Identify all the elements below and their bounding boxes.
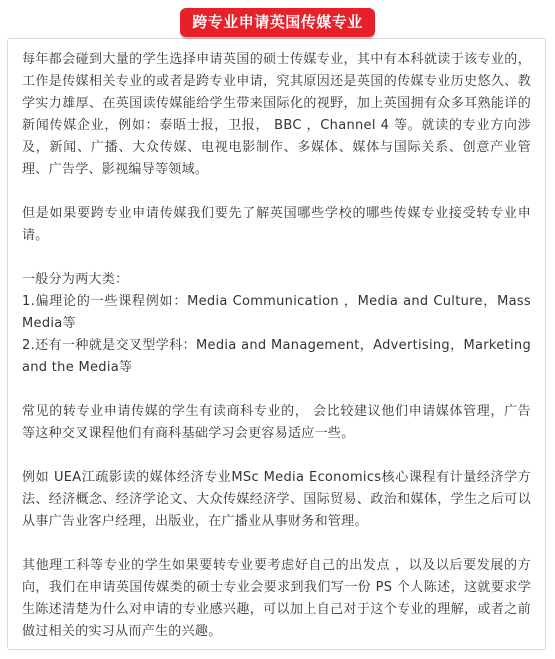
- paragraph-example: [22, 467, 531, 533]
- paragraph-requirement: [22, 203, 531, 247]
- list-item: 2.还有一种就是交叉型学科：Media and Management，Advertising，Marketing and the Media等: [22, 338, 531, 375]
- paragraph-categories: [22, 269, 531, 379]
- paragraph-line: 其他理工科等专业的学生如果要转专业要考虑好自己的出发点 ，以及以后要发展的方向，我们在申请英国传媒类的硕士专业会要求到我们写一份 PS 个人陈述，这就要求学生陈述清楚为什么对申请的专业感兴趣，可以加上自己对于这个专业的理解，或者之前做过相关的实习从而产生的兴趣。: [22, 558, 531, 639]
- paragraph-line: 但是如果要跨专业申请传媒我们要先了解英国哪些学校的哪些传媒专业接受转专业申请。: [22, 206, 531, 243]
- paragraph-intro: [22, 49, 531, 181]
- list-item: 1.偏理论的一些课程例如：Media Communication ，Media and Culture，Mass Media等: [22, 294, 531, 331]
- paragraph-line: 每年都会碰到大量的学生选择申请英国的硕士传媒专业，其中有本科就读于该专业的，工作是传媒相关专业的或者是跨专业申请，究其原因还是英国的传媒专业历史悠久、教学实力雄厚、在英国读传媒能给学生带来国际化的视野，加上英国拥有众多耳熟能详的新闻传媒企业，例如：泰晤士报，卫报， BBC ，Channel 4 等。就读的专业方向涉及，新闻、广播、大众传媒、电视电影制作、多媒体、媒体与国际关系、创意产业管理、广告学、影视编导等领域。: [22, 52, 531, 177]
- paragraph-line: 一般分为两大类：: [22, 272, 129, 287]
- title-banner: [0, 8, 555, 37]
- paragraph-science: [22, 555, 531, 643]
- article-body: [7, 38, 546, 650]
- article-title: 跨专业申请英国传媒专业: [180, 8, 375, 37]
- paragraph-business: [22, 401, 531, 445]
- paragraph-line: 例如 UEA江疏影读的媒体经济专业MSc Media Economics核心课程有计量经济学方法、经济概念、经济学论文、大众传媒经济学、国际贸易、政治和媒体，学生之后可以从事广告业客户经理，出版业，在广播业从事财务和管理。: [22, 470, 531, 529]
- paragraph-line: 常见的转专业申请传媒的学生有读商科专业的， 会比较建议他们申请媒体管理，广告等这种交叉课程他们有商科基础学习会更容易适应一些。: [22, 404, 531, 441]
